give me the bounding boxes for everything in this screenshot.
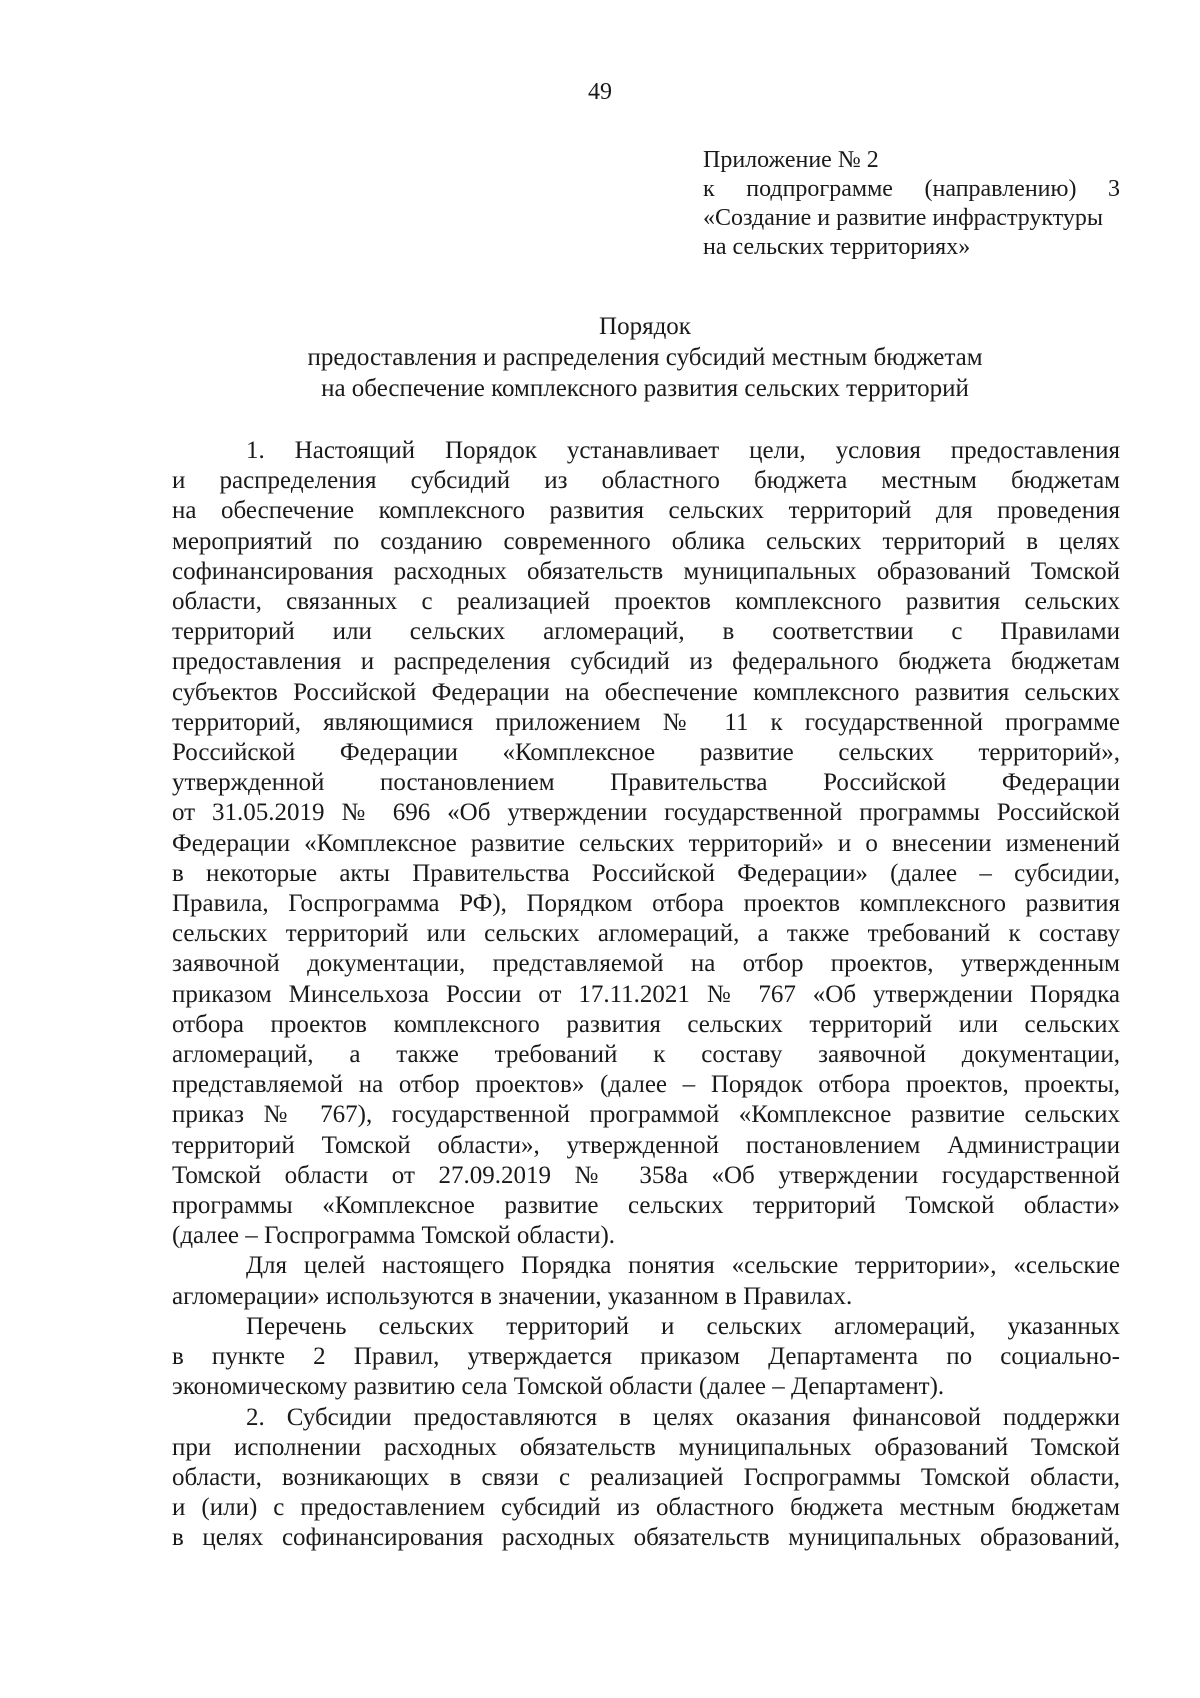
appendix-line: Приложение № 2 (703, 147, 879, 173)
body-line: и распределения субсидий из областного бюджета местным бюджетам (172, 467, 1120, 495)
appendix-line: на сельских территориях» (703, 234, 971, 260)
body-line: Российской Федерации «Комплексное развитие сельских территорий», (172, 739, 1120, 767)
body-line: мероприятий по созданию современного облика сельских территорий в целях (172, 527, 1120, 555)
body-line: приказом Минсельхоза России от 17.11.2021 № 767 «Об утверждении Порядка (172, 980, 1120, 1008)
body-line: на обеспечение комплексного развития сельских территорий для проведения (172, 497, 1120, 525)
body-line: области, связанных с реализацией проектов комплексного развития сельских (172, 588, 1120, 616)
document-body (172, 436, 1120, 1554)
body-line: агломераций, а также требований к составу заявочной документации, (172, 1041, 1120, 1069)
body-line: (далее – Госпрограмма Томской области). (172, 1222, 616, 1250)
body-line: в пункте 2 Правил, утверждается приказом Департамента по социально- (172, 1343, 1120, 1371)
body-line: отбора проектов комплексного развития сельских территорий или сельских (172, 1010, 1120, 1038)
body-line: представляемой на отбор проектов» (далее – Порядок отбора проектов, проекты, (172, 1071, 1120, 1099)
appendix-line: к подпрограмме (направлению) 3 (703, 176, 1120, 202)
title-line: на обеспечение комплексного развития сельских территорий (321, 375, 969, 402)
body-line: экономическому развитию села Томской области (далее – Департамент). (172, 1373, 945, 1401)
title-line: Порядок (599, 313, 691, 340)
title-line: предоставления и распределения субсидий местным бюджетам (307, 344, 983, 371)
body-line: Правила, Госпрограмма РФ), Порядком отбора проектов комплексного развития (172, 890, 1120, 918)
body-line: 2. Субсидии предоставляются в целях оказания финансовой поддержки (246, 1403, 1120, 1431)
body-line: территорий, являющимися приложением № 11 к государственной программе (172, 708, 1120, 736)
body-line: в некоторые акты Правительства Российской Федерации» (далее – субсидии, (172, 859, 1120, 887)
appendix-header (703, 146, 1120, 262)
body-line: в целях софинансирования расходных обязательств муниципальных образований, (172, 1524, 1120, 1552)
body-line: Перечень сельских территорий и сельских агломераций, указанных (246, 1312, 1120, 1340)
body-line: софинансирования расходных обязательств муниципальных образований Томской (172, 557, 1120, 585)
body-line: области, возникающих в связи с реализацией Госпрограммы Томской области, (172, 1463, 1120, 1491)
body-line: предоставления и распределения субсидий из федерального бюджета бюджетам (172, 648, 1120, 676)
page-number: 49 (588, 79, 612, 105)
body-line: 1. Настоящий Порядок устанавливает цели, условия предоставления (246, 437, 1120, 464)
body-line: территорий Томской области», утвержденной постановлением Администрации (172, 1131, 1120, 1159)
body-line: Томской области от 27.09.2019 № 358а «Об утверждении государственной (172, 1161, 1120, 1189)
body-line: от 31.05.2019 № 696 «Об утверждении государственной программы Российской (172, 799, 1120, 827)
body-line: программы «Комплексное развитие сельских территорий Томской области» (172, 1192, 1120, 1220)
body-line: приказ № 767), государственной программой «Комплексное развитие сельских (172, 1101, 1120, 1129)
appendix-line: «Создание и развитие инфраструктуры (703, 205, 1104, 231)
body-line: агломерации» используются в значении, указанном в Правилах. (172, 1282, 853, 1310)
body-line: при исполнении расходных обязательств муниципальных образований Томской (172, 1433, 1120, 1461)
body-line: Для целей настоящего Порядка понятия «сельские территории», «сельские (246, 1252, 1120, 1280)
body-line: и (или) с предоставлением субсидий из областного бюджета местным бюджетам (172, 1494, 1120, 1522)
body-line: Федерации «Комплексное развитие сельских территорий» и о внесении изменений (172, 829, 1120, 857)
body-line: субъектов Российской Федерации на обеспечение комплексного развития сельских (172, 678, 1120, 706)
body-line: утвержденной постановлением Правительства Российской Федерации (172, 769, 1120, 797)
body-line: сельских территорий или сельских агломераций, а также требований к составу (172, 920, 1120, 948)
body-line: территорий или сельских агломераций, в соответствии с Правилами (172, 618, 1120, 646)
document-title (170, 311, 1120, 404)
body-line: заявочной документации, представляемой на отбор проектов, утвержденным (172, 950, 1120, 978)
